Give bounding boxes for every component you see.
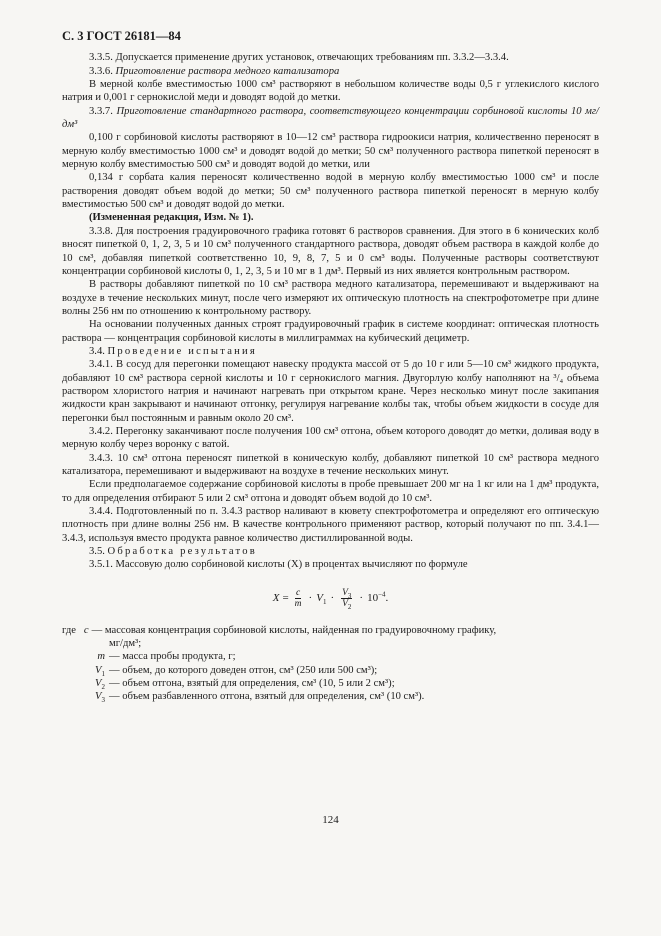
clause-3-3-8: 3.3.8. Для построения градуировочного графика готовят 6 растворов сравнения. Для этого в 6 конических колб вносят пипеткой 0, 1, 2, 3, 5 и 10 см³ полученного стандартного раствора, доводят объем раствора в каждой колбе до 10 см³, добавляя пипеткой соответственно 10, 9, 8, 7, 5 и 0 см³ воды. Полученные растворы соответствуют концентрации сорбиновой кислоты 0, 1, 2, 3, 5 и 10 мг в 1 дм³. Первый из них является контрольным раствором. [62,225,599,277]
where-word: где [62,624,76,636]
clause-3-3-8-b: В растворы добавляют пипеткой по 10 см³ раствора медного катализатора, перемешивают и выдерживают на воздухе в течение нескольких минут, после чего измеряют их оптическую плотность на спектрофотометре при длине волны 256 нм по отношению к контрольному раствору. [62,279,599,317]
section-3-4-heading [62,345,599,358]
clause-3-3-6-text: В мерной колбе вместимостью 1000 см³ растворяют в небольшом количестве воды 0,5 г углекислого кислого натрия и 0,001 г сернокислой меди и доводят водой до метки. [62,79,599,104]
definition-row [62,664,599,677]
section-title: Проведение испытания [107,345,257,357]
clause-3-3-5: 3.3.5. Допускается применение других установок, отвечающих требованиям пп. 3.3.2—3.3.4. [89,52,509,64]
clause-3-4-3: 3.4.3. 10 см³ отгона переносят пипеткой в коническую колбу, добавляют пипеткой 10 см³ раствора медного катализатора, перемешивают и выдерживают на воздухе в течение нескольких минут. [62,452,599,477]
definition-text: — объем, до которого доведен отгон, см³ (250 или 500 см³); [109,664,378,676]
fraction-c-over-m [295,588,302,609]
formula-end: . [385,592,389,605]
fraction-v3-over-v2 [341,588,352,612]
section-3-5-heading [62,545,599,558]
clause-number: 3.3.6. [89,65,113,77]
clause-3-3-8-c: На основании полученных данных строят градуировочный график в системе координат: оптическая плотность раствора — концентрация сорбиновой кислоты в миллиграммах на кубический дециметр. [62,319,599,344]
clause-3-3-7-heading [62,105,599,132]
formula-equals: = [282,592,289,605]
clause-3-4-2: 3.4.2. Перегонку заканчивают после получения 100 см³ отгона, объем которого доводят до метки, доливая воду в мерную колбу через воронку с ватой. [62,425,599,451]
fraction-denominator: m [294,599,302,610]
definition-symbol: m [97,651,105,663]
formula-dot: · [359,592,364,605]
definition-text: — массовая концентрация сорбиновой кислоты, найденная по градуировочному графику, [91,624,497,636]
clause-title: Приготовление стандартного раствора, соответствующего концентрации сорбиновой кислоты 10 мг/дм³ [62,105,599,131]
page-number: 124 [322,814,339,826]
section-title: Обработка результатов [107,546,257,558]
definition-symbol: c [83,624,89,636]
definition-symbol: $V_1$ [95,664,105,678]
definition-symbol: $V_2$ [95,678,105,692]
amendment-note: (Измененная редакция, Изм. № 1). [89,212,254,224]
definition-symbol: $V_3$ [95,691,105,705]
definition-text: — объем отгона, взятый для определения, см³ (10, 5 или 2 см³); [109,678,395,690]
clause-3-3-7-text-1: 0,100 г сорбиновой кислоты растворяют в 10—12 см³ раствора гидроокиси натрия, количественно переносят в мерную колбу вместимостью 1000 см³ и доводят водой до метки; 50 см³ полученного раствора пипеткой переносят в мерную колбу вместимостью 500 см³ и доводят водой до метки, или [62,132,599,171]
section-number: 3.5. [89,546,105,558]
formula [62,582,599,616]
clause-3-4-3-b: Если предполагаемое содержание сорбиновой кислоты в пробе превышает 200 мг на 1 кг или на 1 дм³ продукта, то для определения отбирают 5 или 2 см³ отгона и доводят объем водой до 10 см³. [62,479,599,504]
fraction-numerator: $V_3$ [342,588,352,601]
definition-row [62,677,599,690]
clause-3-4-1: 3.4.1. В сосуд для перегонки помещают навеску продукта массой от 5 до 10 г или 5—10 см³ жидкого продукта, добавляют 10 см³ раствора серной кислоты и 10 г сернокислого магния. Двугорлую колбу наполняют на ³/₄ объема раствором хлористого натрия и начинают нагревать при открытом кране. Через несколько минут после закипания жидкости кран закрывают и начинают отгонку, регулируя нагревание колбы так, чтобы объем жидкости в сосуде для перегонки был постоянным и равным около 20 см³. [62,359,599,424]
formula-dot: · [330,592,335,605]
formula-lhs: X [272,592,280,605]
fraction-numerator: c [295,588,301,599]
definition-row [62,624,599,637]
definition-continuation: мг/дм³; [109,638,142,650]
section-number: 3.4. [89,345,105,357]
clause-title: Приготовление раствора медного катализатора [115,65,340,77]
clause-3-3-7-text-2: 0,134 г сорбата калия переносят количественно водой в мерную колбу вместимостью 1000 см³ и после растворения доводят объем водой до метки; 50 см³ полученного раствора пипеткой переносят в мерную колбу вместимостью 500 см³ и доводят водой до метки. [62,172,599,211]
clause-3-4-4: 3.4.4. Подготовленный по п. 3.4.3 раствор наливают в кювету спектрофотометра и определяют его оптическую плотность при длине волны 256 нм. В качестве контрольного применяют раствор, который получают по пп. 3.4.1—3.4.3, используя вместо продукта равное количество дистиллированной воды. [62,506,599,544]
clause-3-3-6-heading [62,65,599,78]
definition-row [62,650,599,663]
fraction-denominator: $V_2$ [342,599,352,612]
formula-dot: · [308,592,313,605]
definition-row [62,690,599,703]
formula-v1: $V_1$ [316,592,327,607]
definitions-list [62,624,599,704]
clause-3-5-1: 3.5.1. Массовую долю сорбиновой кислоты (X) в процентах вычисляют по формуле [89,559,468,571]
clause-number: 3.3.7. [89,105,113,117]
definition-text: — объем разбавленного отгона, взятый для определения, см³ (10 см³). [109,691,425,703]
formula-power: $10^{-4}$ [367,590,386,605]
page-header: С. 3 ГОСТ 26181—84 [62,29,181,43]
definition-text: — масса пробы продукта, г; [109,651,236,663]
